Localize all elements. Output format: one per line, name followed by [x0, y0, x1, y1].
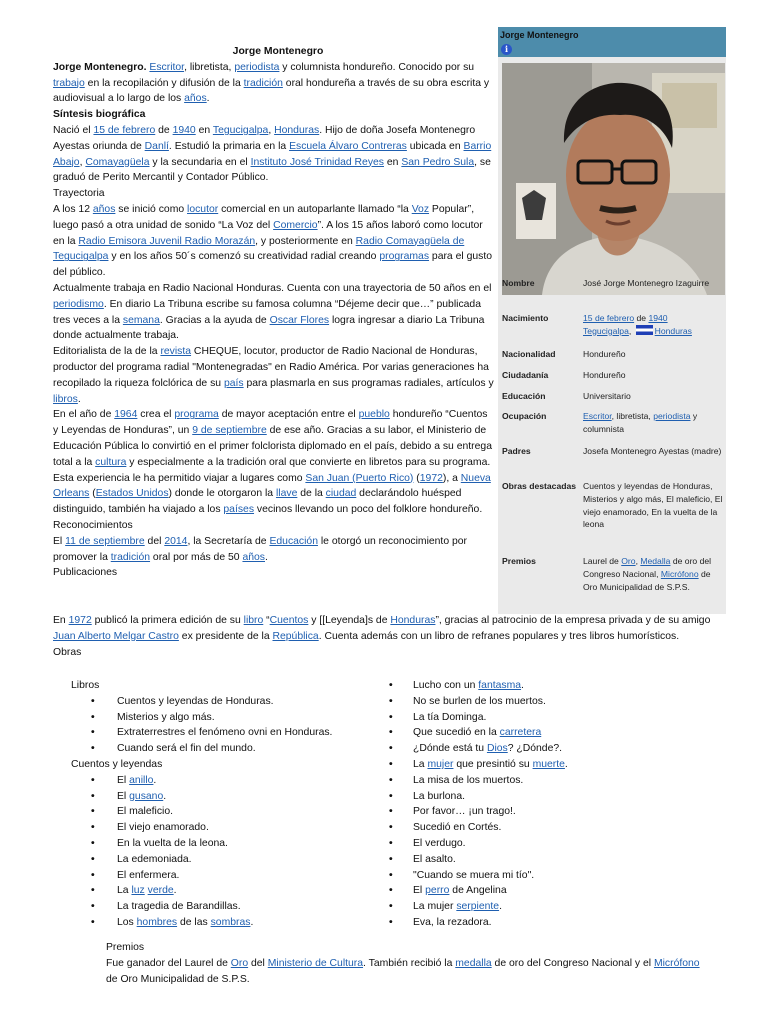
- link-sps[interactable]: San Pedro Sula: [401, 156, 475, 168]
- item-text: El: [413, 885, 426, 897]
- cuentos-heading: Cuentos y leyendas: [71, 758, 163, 770]
- item-link[interactable]: sombras: [210, 916, 251, 928]
- link-programas[interactable]: programas: [379, 251, 430, 263]
- link-educacion[interactable]: Educación: [269, 535, 318, 547]
- item-text: .: [499, 901, 502, 913]
- list-item: [375, 678, 705, 694]
- list-item: [375, 868, 705, 884]
- item-link[interactable]: serpiente: [456, 901, 500, 913]
- item-text: La mujer: [413, 901, 457, 913]
- list-item: [53, 789, 383, 805]
- list-item: • Cuentos y leyendas de Honduras.: [53, 694, 383, 710]
- link-oscar-flores[interactable]: Oscar Flores: [269, 314, 330, 326]
- publicaciones-paragraph: En 1972 publicó la primera edición de su libro “Cuentos y [[Leyenda]s de Honduras”, gracias al patrocinio de la empresa privada y de su amigo Juan Alberto Melgar Castro ex presidente de la República. Cuenta además con un libro de refranes populares y tres libros humorísticos.: [53, 615, 711, 642]
- link-anos[interactable]: años: [92, 203, 116, 215]
- cuentos-list-left: [53, 773, 383, 931]
- item-text: .: [564, 758, 568, 770]
- libros-heading: Libros: [71, 680, 100, 691]
- list-item: [375, 804, 705, 820]
- trayectoria-paragraph-4: En el año de 1964 crea el programa de mayor aceptación entre el pueblo hondureño “Cuentos y Leyendas de Honduras”, un 9 de septiembre de ese año. Gracias a su labor, el Ministerio de Educación Pública lo convirtió en el primer folclorista diplomado en el país, debido a su entrega total a la cultura y especialmente a la tradición oral que convierte en libretos para su programa. Esta experiencia le ha permitido viajar a lugares como San Juan (Puerto Rico) (1972), a Nueva Orleans (Estados Unidos) donde le otorgaron la llave de la ciudad declarándolo huésped distinguido, también ha viajado a los países vecinos llevando un poco del folklore hondureño.: [53, 409, 492, 516]
- infobox-label: Padres: [502, 446, 531, 456]
- list-item: • Extraterrestres el fenómeno ovni en Honduras.: [53, 725, 383, 741]
- premios-block: [106, 940, 706, 987]
- item-link[interactable]: anillo: [129, 774, 154, 786]
- link-date[interactable]: 15 de febrero: [93, 124, 156, 136]
- info-icon[interactable]: i: [501, 44, 512, 55]
- sintesis-paragraph: Nació el 15 de febrero de 1940 en Tegucigalpa, Honduras. Hijo de doña Josefa Montenegro Ayestas oriunda de Danlí. Estudió la primaria en la Escuela Álvaro Contreras ubicada en Barrio Abajo, Comayagüela y la secundaria en el Instituto José Trinidad Reyes en San Pedro Sula, se graduó de Perito Mercantil y Contador Público.: [53, 124, 492, 184]
- obras-left-column: [53, 678, 383, 931]
- infobox-value: Hondureño: [583, 349, 626, 359]
- link-oro[interactable]: Oro: [621, 556, 636, 566]
- link-paises[interactable]: países: [223, 504, 255, 516]
- link-city[interactable]: Tegucigalpa: [212, 124, 269, 136]
- infobox-value: Josefa Montenegro Ayestas (madre): [583, 446, 722, 456]
- list-item: [53, 852, 383, 868]
- item-text: El asalto.: [413, 853, 456, 865]
- link-medalla[interactable]: Medalla: [640, 556, 671, 566]
- link-1972[interactable]: 1972: [68, 615, 92, 626]
- infobox-label: Nacionalidad: [502, 349, 556, 359]
- item-text: .: [173, 885, 177, 897]
- link-periodista[interactable]: periodista: [653, 411, 691, 421]
- infobox-value: Laurel de Oro, Medalla de oro del Congreso Nacional, Micrófono de Oro Municipalidad de S.P.S.: [583, 556, 712, 592]
- infobox-value: Universitario: [583, 391, 631, 401]
- item-text: de Angelina: [449, 885, 507, 897]
- infobox-value: Escritor, libretista, periodista y columnista: [583, 411, 698, 434]
- item-text: Sucedió en Cortés.: [413, 822, 502, 834]
- infobox-value: José Jorge Montenegro Izaguirre: [583, 278, 710, 288]
- list-item: [375, 741, 705, 757]
- publicaciones-block: [53, 613, 713, 660]
- item-link[interactable]: fantasma: [478, 680, 522, 691]
- item-text: El maleficio.: [117, 806, 174, 818]
- link-tradicion[interactable]: tradición: [243, 77, 283, 89]
- list-item: [53, 804, 383, 820]
- link-honduras[interactable]: Honduras: [390, 615, 436, 626]
- list-item: [375, 789, 705, 805]
- link-9-septiembre[interactable]: 9 de septiembre: [192, 425, 267, 437]
- list-item: [375, 915, 705, 931]
- item-text: ¿Dónde está tu: [413, 743, 487, 755]
- list-item: [375, 899, 705, 915]
- link-tradicion[interactable]: tradición: [110, 551, 151, 563]
- link-ministerio-cultura[interactable]: Ministerio de Cultura: [267, 957, 364, 969]
- item-text: El verdugo.: [413, 837, 466, 849]
- infobox: [498, 27, 726, 614]
- link-oro[interactable]: Oro: [230, 957, 249, 969]
- list-item: [375, 725, 705, 741]
- link-periodismo[interactable]: periodismo: [53, 298, 104, 310]
- link-anos[interactable]: años: [242, 551, 265, 563]
- item-link[interactable]: luz: [131, 885, 145, 897]
- list-item: • Misterios y algo más.: [53, 710, 383, 726]
- item-text: En la vuelta de la leona.: [117, 837, 228, 849]
- item-link[interactable]: verde: [147, 885, 174, 897]
- obras-right-column: [375, 678, 705, 931]
- link-barrio[interactable]: Barrio Abajo: [53, 140, 492, 168]
- list-item: [53, 868, 383, 884]
- list-item: [53, 899, 383, 915]
- section-heading-premios: Premios: [106, 942, 145, 953]
- link-periodista[interactable]: periodista: [234, 61, 280, 73]
- trayectoria-paragraph-2: Actualmente trabaja en Radio Nacional Honduras. Cuenta con una trayectoria de 50 años en el periodismo. En diario La Tribuna escribe su famosa columna “Déjeme decir que…” publicada tres veces a la semana. Gracias a la ayuda de Oscar Flores logra ingresar a diario La Tribuna donde actualmente trabaja.: [53, 282, 492, 342]
- item-text: Por favor… ¡un trago!.: [413, 806, 516, 818]
- link-republica[interactable]: República: [272, 630, 319, 642]
- link-microfono[interactable]: Micrófono: [660, 568, 699, 579]
- link-trabajo[interactable]: trabajo: [53, 77, 85, 89]
- list-item: [375, 883, 705, 899]
- link-programa[interactable]: programa: [174, 409, 219, 421]
- link-libros[interactable]: libros: [53, 393, 78, 405]
- item-text: .: [153, 774, 157, 786]
- item-text: ? ¿Dónde?.: [507, 743, 563, 755]
- list-item: [53, 820, 383, 836]
- portrait-illustration: [502, 63, 725, 295]
- infobox-value: Cuentos y leyendas de Honduras, Misterios y algo más, El maleficio, El viejo enamorado, En la vuelta de la leona: [583, 481, 723, 530]
- article-body: [53, 44, 495, 581]
- item-text: .: [163, 790, 167, 802]
- link-11-septiembre[interactable]: 11 de septiembre: [65, 535, 145, 547]
- link-anos[interactable]: años: [184, 93, 207, 105]
- premios-paragraph: Fue ganador del Laurel de Oro del Ministerio de Cultura. También recibió la medalla de oro del Congreso Nacional y el Micrófono de Oro Municipalidad de S.P.S.: [106, 957, 700, 985]
- item-link[interactable]: carretera: [499, 727, 542, 739]
- link-san-juan[interactable]: San Juan (Puerto Rico): [305, 472, 414, 484]
- infobox-header: [498, 27, 726, 57]
- link-microfono[interactable]: Micrófono: [653, 957, 700, 969]
- libros-list: [53, 694, 383, 757]
- item-text: La burlona.: [413, 790, 465, 802]
- link-date[interactable]: 15 de febrero: [583, 313, 635, 323]
- trayectoria-paragraph-3: Editorialista de la de la revista CHEQUE, locutor, productor de Radio Nacional de Honduras, productor del programa radial "Montenegradas" en Radio América. Por varias generaciones ha recopilado la riqueza folclórica de su país para plasmarla en sus programas radiales, artículos y libros.: [53, 346, 494, 405]
- item-link[interactable]: muerte: [532, 758, 565, 770]
- infobox-label: Educación: [502, 391, 546, 401]
- item-text: El enfermera.: [117, 869, 180, 881]
- honduras-flag-icon: [636, 325, 653, 335]
- infobox-label: Obras destacadas: [502, 481, 577, 491]
- item-text: La misa de los muertos.: [413, 774, 524, 786]
- link-comercio[interactable]: Comercio: [273, 219, 318, 231]
- item-text: Los: [117, 916, 137, 928]
- item-text: Eva, la rezadora.: [413, 916, 492, 928]
- infobox-label: Nacimiento: [502, 313, 549, 323]
- link-1972[interactable]: 1972: [419, 472, 443, 484]
- link-locutor[interactable]: locutor: [187, 203, 219, 215]
- link-nueva-orleans[interactable]: Nueva Orleans: [53, 472, 491, 500]
- item-link[interactable]: mujer: [427, 758, 454, 770]
- cuentos-list-right: [375, 678, 705, 931]
- link-libro[interactable]: libro: [243, 615, 264, 626]
- item-text: de las: [177, 916, 211, 928]
- item-text: Lucho con un: [413, 680, 479, 691]
- link-instituto[interactable]: Instituto José Trinidad Reyes: [250, 156, 384, 168]
- link-cultura[interactable]: cultura: [95, 456, 127, 468]
- item-text: que presintió su: [453, 758, 533, 770]
- infobox-title: Jorge Montenegro: [500, 30, 579, 40]
- list-item: [375, 757, 705, 773]
- list-item: [375, 836, 705, 852]
- item-text: La edemoniada.: [117, 853, 192, 865]
- intro-paragraph: Jorge Montenegro. Escritor, libretista, periodista y columnista hondureño. Conocido por su trabajo en la recopilación y difusión de la tradición oral hondureña a través de su obra escrita y audiovisual a lo largo de los años.: [53, 61, 490, 105]
- link-semana[interactable]: semana: [122, 314, 160, 326]
- link-year[interactable]: 1940: [648, 313, 668, 323]
- item-text: El: [117, 774, 130, 786]
- section-heading-sintesis: Síntesis biográfica: [53, 109, 146, 121]
- infobox-label: Ciudadanía: [502, 370, 549, 380]
- link-city[interactable]: Tegucigalpa: [583, 325, 629, 336]
- item-text: "Cuando se muera mi tío".: [413, 869, 535, 881]
- infobox-label: Premios: [502, 556, 536, 566]
- link-pais[interactable]: país: [223, 377, 244, 389]
- link-cuentos[interactable]: Cuentos: [269, 615, 309, 626]
- infobox-label: Ocupación: [502, 411, 547, 421]
- link-danli[interactable]: Danlí: [144, 140, 169, 152]
- section-heading-trayectoria: Trayectoria: [53, 188, 105, 200]
- list-item: • Cuando será el fin del mundo.: [53, 741, 383, 757]
- portrait-photo: [502, 63, 725, 295]
- link-escritor[interactable]: Escritor: [149, 61, 185, 73]
- section-heading-reconocimientos: Reconocimientos: [53, 519, 133, 531]
- section-heading-publicaciones: Publicaciones: [53, 567, 118, 579]
- item-link[interactable]: perro: [425, 885, 450, 897]
- link-escuela[interactable]: Escuela Álvaro Contreras: [289, 140, 407, 152]
- link-voz[interactable]: Voz: [411, 203, 430, 215]
- item-text: .: [521, 680, 524, 691]
- item-text: El viejo enamorado.: [117, 822, 209, 834]
- infobox-value: 15 de febrero de 1940 Tegucigalpa, Honduras: [583, 313, 692, 336]
- link-ciudad[interactable]: ciudad: [325, 488, 357, 500]
- item-text: La: [413, 758, 428, 770]
- item-text: Que sucedió en la: [413, 727, 500, 739]
- list-item: [53, 773, 383, 789]
- link-estados-unidos[interactable]: Estados Unidos: [95, 488, 169, 500]
- link-llave[interactable]: llave: [275, 488, 298, 500]
- link-1964[interactable]: 1964: [114, 409, 138, 421]
- link-escritor[interactable]: Escritor: [583, 411, 612, 421]
- item-text: La: [117, 885, 132, 897]
- infobox-value: Hondureño: [583, 370, 626, 380]
- reconocimientos-paragraph: El 11 de septiembre del 2014, la Secretaría de Educación le otorgó un reconocimiento por promover la tradición oral por más de 50 años.: [53, 535, 468, 563]
- link-radio-morazan[interactable]: Radio Emisora Juvenil Radio Morazán: [78, 235, 256, 247]
- infobox-label: Nombre: [502, 278, 535, 288]
- list-item: [53, 836, 383, 852]
- item-text: La tragedia de Barandillas.: [117, 901, 241, 913]
- item-text: El: [117, 790, 130, 802]
- link-radio-comayaguela[interactable]: Radio Comayagüela de Tegucigalpa: [53, 235, 465, 263]
- link-country[interactable]: Honduras: [654, 325, 692, 336]
- list-item: [375, 710, 705, 726]
- list-item: [375, 773, 705, 789]
- link-revista[interactable]: revista: [160, 346, 192, 358]
- link-melgar-castro[interactable]: Juan Alberto Melgar Castro: [53, 630, 179, 642]
- item-link[interactable]: Dios: [486, 743, 508, 755]
- item-text: No se burlen de los muertos.: [413, 695, 546, 707]
- list-item: [375, 694, 705, 710]
- link-country[interactable]: Honduras: [274, 124, 320, 136]
- item-link[interactable]: gusano: [129, 790, 164, 802]
- link-comayaguela[interactable]: Comayagüela: [85, 156, 150, 168]
- list-item: [375, 852, 705, 868]
- link-2014[interactable]: 2014: [164, 535, 188, 547]
- article-title: Jorge Montenegro: [232, 46, 324, 57]
- item-text: La tía Dominga.: [413, 711, 487, 723]
- item-link[interactable]: hombres: [136, 916, 178, 928]
- list-item: [53, 883, 383, 899]
- trayectoria-paragraph-1: A los 12 años se inició como locutor comercial en un autoparlante llamado “la Voz Popular”, luego pasó a otra unidad de sonido “La Voz del Comercio”. A los 15 años laboró como locutor en la Radio Emisora Juvenil Radio Morazán, y posteriormente en Radio Comayagüela de Tegucigalpa y en los años 50´s comenzó su creatividad radial creando programas para el gusto del público.: [53, 203, 492, 279]
- link-medalla[interactable]: medalla: [455, 957, 492, 969]
- link-pueblo[interactable]: pueblo: [358, 409, 390, 421]
- section-heading-obras: Obras: [53, 646, 82, 658]
- link-year[interactable]: 1940: [172, 124, 196, 136]
- list-item: [375, 820, 705, 836]
- item-text: .: [250, 916, 254, 928]
- list-item: [53, 915, 383, 931]
